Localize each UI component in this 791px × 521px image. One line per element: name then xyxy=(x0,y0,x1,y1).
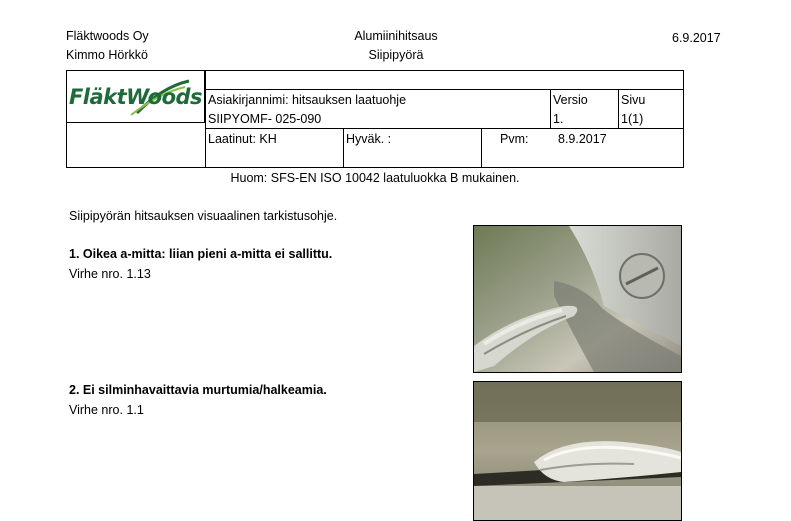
flaktwoods-logo xyxy=(69,85,202,109)
version-label: Versio xyxy=(553,93,588,107)
version-value: 1. xyxy=(553,112,564,126)
logo-cell xyxy=(67,71,205,123)
approved-by: Hyväk. : xyxy=(346,132,392,146)
item-1-heading: 1. Oikea a-mitta: liian pieni a-mitta ei sallittu. xyxy=(69,247,333,261)
item-2-heading: 2. Ei silminhavaittavia murtumia/halkeamia. xyxy=(69,383,327,397)
title-block xyxy=(66,70,684,168)
author-name: Kimmo Hörkkö xyxy=(66,48,148,62)
date-label: Pvm: xyxy=(500,132,529,146)
logo-wordmark: FläktWoods xyxy=(68,84,203,109)
item-2-code: Virhe nro. 1.1 xyxy=(69,403,144,417)
item-1-code: Virhe nro. 1.13 xyxy=(69,267,151,281)
document-title: Alumiinihitsaus xyxy=(354,29,438,43)
doc-name: Asiakirjannimi: hitsauksen laatuohje xyxy=(208,93,407,107)
weld-photo-1-image xyxy=(474,226,681,372)
standard-note: Huom: SFS-EN ISO 10042 laatuluokka B mukainen. xyxy=(230,171,520,185)
weld-photo-2 xyxy=(473,381,682,521)
doc-code: SIIPYOMF- 025-090 xyxy=(208,112,322,126)
date-value: 8.9.2017 xyxy=(558,132,607,146)
weld-photo-2-image xyxy=(474,382,681,520)
header-date: 6.9.2017 xyxy=(672,31,721,45)
page-label: Sivu xyxy=(621,93,646,107)
company-name: Fläktwoods Oy xyxy=(66,29,149,43)
weld-photo-1 xyxy=(473,225,682,373)
intro-text: Siipipyörän hitsauksen visuaalinen tarkistusohje. xyxy=(69,209,338,223)
page-value: 1(1) xyxy=(621,112,644,126)
document-subtitle: Siipipyörä xyxy=(368,48,424,62)
made-by: Laatinut: KH xyxy=(208,132,277,146)
